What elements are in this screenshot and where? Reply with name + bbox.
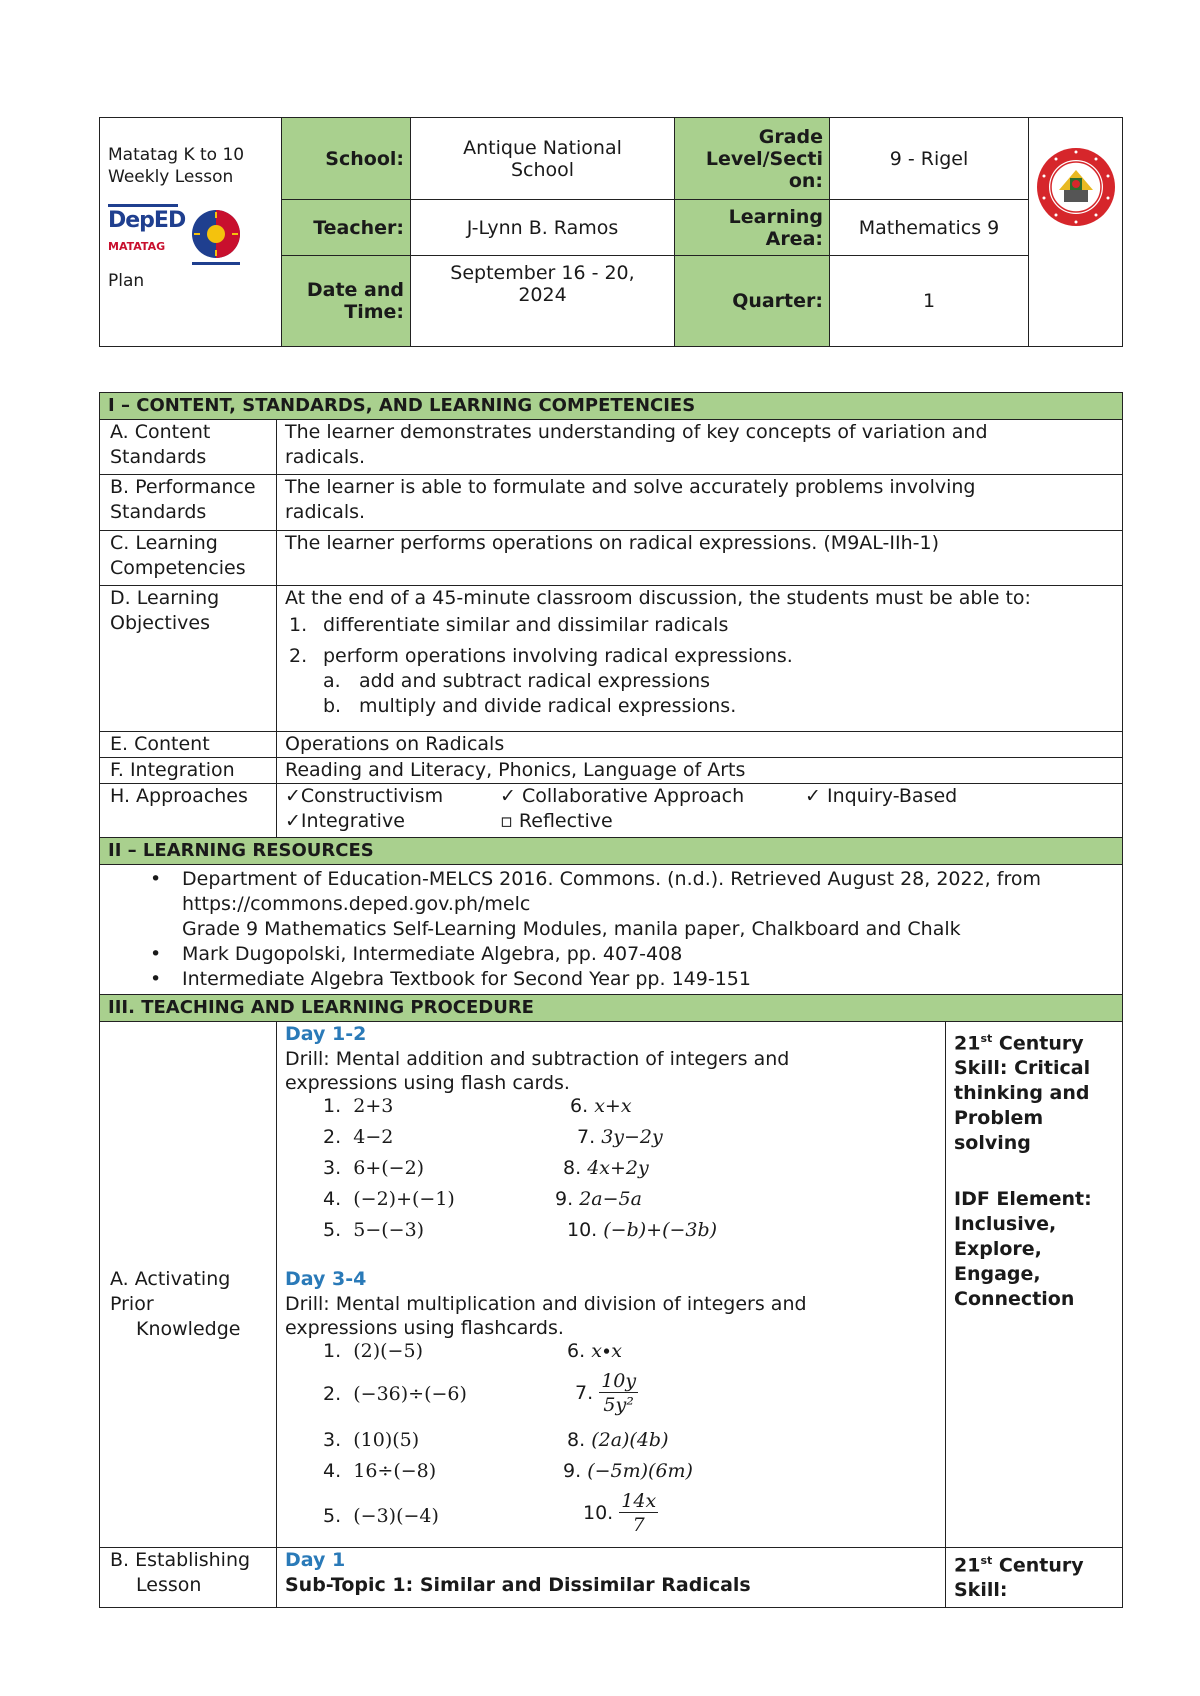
school-value-line-1: Antique National [463,136,622,159]
competencies-label-line-2: Competencies [110,557,246,579]
quarter-value: 1 [830,256,1029,347]
matatag-logo-text: MATATAG [108,240,166,253]
school-value-line-2: School [510,158,575,181]
deped-matatag-logo [108,208,186,268]
sub-objective-letter: b. [323,695,342,717]
drill-expression: (−3)(−4) [353,1505,439,1527]
drill-row [285,1370,937,1424]
drill-expression: (−2)+(−1) [353,1188,455,1210]
approach-integrative: ✓Integrative [285,810,405,832]
skill-century: Century [992,1554,1084,1577]
drill-expression: 4−2 [353,1126,394,1148]
drill-item [567,1428,669,1453]
approach-collaborative: ✓ Collaborative Approach [500,785,745,807]
activating-content-cell [277,1022,946,1548]
drill-2-line-1: Drill: Mental multiplication and division of integers and [285,1293,807,1315]
lesson-plan-table [99,392,1123,1608]
skill-century: Century [992,1032,1084,1055]
resource-item [100,867,1122,892]
logo-row [108,206,273,268]
drill-number: 10. [567,1219,598,1241]
grade-label-line-2: Level/Secti [705,147,823,170]
idf-line-1: IDF Element: [954,1188,1092,1211]
skill-number: 21 [954,1554,981,1577]
drill-expression: (10)(5) [353,1429,420,1451]
section-3-title: III. TEACHING AND LEARNING PROCEDURE [100,995,1123,1022]
drill-expression: 16÷(−8) [353,1460,437,1482]
resource-text: Intermediate Algebra Textbook for Second Year pp. 149-151 [182,968,751,990]
drill-expression: 3y−2y [601,1126,663,1148]
drill-expression: (−b)+(−3b) [603,1219,718,1241]
drill-number: 5. [323,1505,342,1527]
performance-standards-label [100,475,277,531]
drill-item [570,1094,632,1119]
objective-item [289,613,1114,638]
drill-1-line-1: Drill: Mental addition and subtraction of integers and [285,1048,790,1070]
sub-objective-item [323,669,1114,694]
approaches-label: H. Approaches [100,784,277,838]
drill-number: 2. [323,1383,342,1405]
drill-item [567,1218,717,1243]
fraction-denominator: 7 [632,1514,645,1536]
drill-expression: 6+(−2) [353,1157,425,1179]
resources-cell [100,865,1123,995]
performance-standards-label-line-1: B. Performance [110,476,256,498]
skill-line-3: thinking and [954,1082,1090,1105]
drill-number: 10. [583,1502,614,1524]
performance-standards-label-line-2: Standards [110,501,207,523]
approaches-cell [277,784,1123,838]
skill-ordinal: st [980,1032,993,1045]
skill-line-4: Problem solving [954,1107,1044,1155]
drill-number: 9. [555,1188,574,1210]
objectives-intro: At the end of a 45-minute classroom discussion, the students must be able to: [285,587,1031,609]
sub-objective-item [323,694,1114,719]
idf-line-4: Connection [954,1288,1075,1311]
plan-title-line-2: Weekly Lesson [108,167,234,187]
drill-item [577,1125,663,1150]
objective-text: perform operations involving radical expressions. [323,645,793,667]
drill-number: 1. [323,1095,342,1117]
bagong-pilipinas-logo-icon [186,206,246,268]
drill-row [285,1339,937,1370]
objective-item [289,644,1114,669]
drill-expression: (2a)(4b) [591,1429,669,1451]
approach-constructivism: ✓Constructivism [285,785,444,807]
teacher-value: J-Lynn B. Ramos [411,200,675,256]
teacher-label: Teacher: [282,200,411,256]
content-standards-line-2: radicals. [285,446,366,468]
fraction-numerator: 14x [621,1490,657,1512]
drill-item [575,1370,638,1417]
objective-number: 2. [289,645,308,667]
establishing-content-cell [277,1548,946,1608]
objective-sub-list [285,669,1114,719]
drill-expression: (−36)÷(−6) [353,1383,467,1405]
drill-item [555,1187,642,1212]
drill-number: 9. [563,1460,582,1482]
integration-text: Reading and Literacy, Phonics, Language of Arts [277,758,1123,784]
drill-item [323,1156,424,1181]
drill-number: 4. [323,1188,342,1210]
drill-number: 8. [567,1429,586,1451]
drill-item [323,1125,393,1150]
drill-expression: (−5m)(6m) [587,1460,693,1482]
day-1-heading: Day 1 [285,1549,346,1571]
skill-heading [954,1026,1114,1056]
grade-label-line-1: Grade [758,125,823,148]
establishing-label-line-2: Lesson [136,1574,202,1596]
drill-expression: 4x+2y [587,1157,649,1179]
sub-objective-text: add and subtract radical expressions [359,670,711,692]
resource-continued-line [100,917,1122,942]
drill-number: 2. [323,1126,342,1148]
school-value-cell [411,118,675,200]
grade-value: 9 - Rigel [830,118,1029,200]
quarter-label: Quarter: [675,256,830,347]
drill-2-list [285,1339,937,1544]
drill-item [323,1459,436,1484]
drill-number: 7. [577,1126,596,1148]
header-table [99,117,1123,347]
drill-row [285,1428,937,1459]
objectives-label-line-1: D. Learning [110,587,220,609]
drill-item [323,1094,393,1119]
performance-standards-line-2: radicals. [285,501,366,523]
drill-item [567,1339,622,1364]
content-standards-line-1: The learner demonstrates understanding of key concepts of variation and [285,421,988,443]
approaches-grid [285,784,1114,834]
activating-label-line-2: Knowledge [136,1318,241,1340]
drill-item [563,1156,649,1181]
resource-item [100,942,1122,967]
date-label-cell [282,256,411,347]
day-1-2-heading: Day 1-2 [285,1023,367,1045]
integration-label: F. Integration [100,758,277,784]
objectives-label-line-2: Objectives [110,612,210,634]
grade-label-cell [675,118,830,200]
drill-row [285,1490,937,1544]
area-label-line-2: Area: [765,227,823,250]
drill-expression: 2a−5a [579,1188,642,1210]
drill-number: 6. [567,1340,586,1362]
drill-expression: x+x [594,1095,632,1117]
skill-line-2: Skill: [954,1579,1008,1602]
drill-number: 7. [575,1382,594,1404]
plan-title-cell [100,118,282,347]
date-value-line-2: 2024 [518,284,567,306]
content-standards-text [277,420,1123,475]
resource-text: Mark Dugopolski, Intermediate Algebra, pp. 407-408 [182,943,683,965]
activating-side-notes [946,1022,1123,1548]
drill-number: 4. [323,1460,342,1482]
drill-row [285,1187,937,1218]
objectives-label [100,586,277,732]
drill-row [285,1218,937,1249]
resource-item [100,967,1122,992]
drill-row [285,1459,937,1490]
drill-row [285,1125,937,1156]
resource-text: Grade 9 Mathematics Self-Learning Modules, manila paper, Chalkboard and Chalk [182,918,961,940]
subtopic-heading: Sub-Topic 1: Similar and Dissimilar Radicals [285,1574,751,1596]
drill-1-line-2: expressions using flash cards. [285,1072,570,1094]
bullet-icon: • [150,868,162,890]
school-seal-cell [1029,118,1123,347]
resources-list [100,865,1122,994]
establishing-label-line-1: B. Establishing [110,1549,251,1571]
section-1-title: I – CONTENT, STANDARDS, AND LEARNING COMPETENCIES [100,393,1123,420]
drill-number: 5. [323,1219,342,1241]
performance-standards-line-1: The learner is able to formulate and solve accurately problems involving [285,476,976,498]
drill-item [323,1339,423,1364]
objective-number: 1. [289,614,308,636]
activating-prior-knowledge-label [100,1022,277,1548]
skill-number: 21 [954,1032,981,1055]
content-label: E. Content [100,732,277,758]
school-seal-icon [1035,146,1117,228]
content-text: Operations on Radicals [277,732,1123,758]
plan-title-line-1: Matatag K to 10 [108,145,245,165]
section-2-title: II – LEARNING RESOURCES [100,838,1123,865]
drill-item [323,1218,424,1243]
skill-ordinal: st [980,1554,993,1567]
drill-item [323,1428,419,1453]
content-standards-label [100,420,277,475]
drill-expression: (2)(−5) [353,1340,423,1362]
drill-1-list [285,1094,937,1249]
drill-expression: x∙x [591,1340,622,1362]
content-standards-label-line-2: Standards [110,446,207,468]
skill-line-2: Skill: Critical [954,1057,1091,1080]
objectives-list [285,613,1114,669]
drill-item [323,1504,439,1529]
fraction-denominator: 5y² [603,1394,634,1416]
date-value-cell [411,256,675,347]
date-value-line-1: September 16 - 20, [450,262,635,284]
drill-number: 1. [323,1340,342,1362]
area-label-line-1: Learning [728,205,823,228]
resource-link[interactable]: https://commons.deped.gov.ph/melc [182,893,531,915]
bullet-icon: • [150,968,162,990]
resource-link-line [100,892,1122,917]
establishing-side-notes [946,1548,1123,1608]
area-label-cell [675,200,830,256]
grade-label-line-3: on: [788,169,823,192]
drill-number: 3. [323,1157,342,1179]
drill-number: 3. [323,1429,342,1451]
idf-line-2: Inclusive, [954,1213,1057,1236]
competencies-text: The learner performs operations on radical expressions. (M9AL-IIh-1) [277,531,1123,586]
content-standards-label-line-1: A. Content [110,421,211,443]
fraction-expression [619,1490,658,1537]
approach-reflective: ▫ Reflective [500,810,613,832]
activating-label-line-1: A. Activating Prior [110,1268,231,1315]
drill-number: 8. [563,1157,582,1179]
objectives-cell [277,586,1123,732]
plan-title-line-3: Plan [108,271,145,291]
competencies-label-line-1: C. Learning [110,532,218,554]
drill-item [583,1490,658,1537]
drill-number: 6. [570,1095,589,1117]
drill-expression: 5−(−3) [353,1219,425,1241]
approach-inquiry-based: ✓ Inquiry-Based [805,785,958,807]
drill-item [323,1187,455,1212]
drill-2-line-2: expressions using flashcards. [285,1317,564,1339]
performance-standards-text [277,475,1123,531]
competencies-label [100,531,277,586]
drill-item [563,1459,693,1484]
establishing-lesson-label [100,1548,277,1608]
deped-logo-text: DepED [108,208,186,233]
sub-objective-text: multiply and divide radical expressions. [359,695,737,717]
fraction-numerator: 10y [601,1370,637,1392]
school-label: School: [282,118,411,200]
drill-item [323,1382,467,1407]
sub-objective-letter: a. [323,670,341,692]
date-label-line-2: Time: [344,301,404,323]
skill-heading [954,1548,1114,1578]
date-label-line-1: Date and [306,279,404,301]
fraction-expression [599,1370,638,1417]
bullet-icon: • [150,943,162,965]
drill-expression: 2+3 [353,1095,394,1117]
drill-row [285,1156,937,1187]
idf-line-3: Explore, Engage, [954,1238,1042,1286]
day-3-4-heading: Day 3-4 [285,1268,367,1290]
resource-text: Department of Education-MELCS 2016. Commons. (n.d.). Retrieved August 28, 2022, from [182,868,1041,890]
drill-row [285,1094,937,1125]
objective-text: differentiate similar and dissimilar radicals [323,614,729,636]
area-value: Mathematics 9 [830,200,1029,256]
